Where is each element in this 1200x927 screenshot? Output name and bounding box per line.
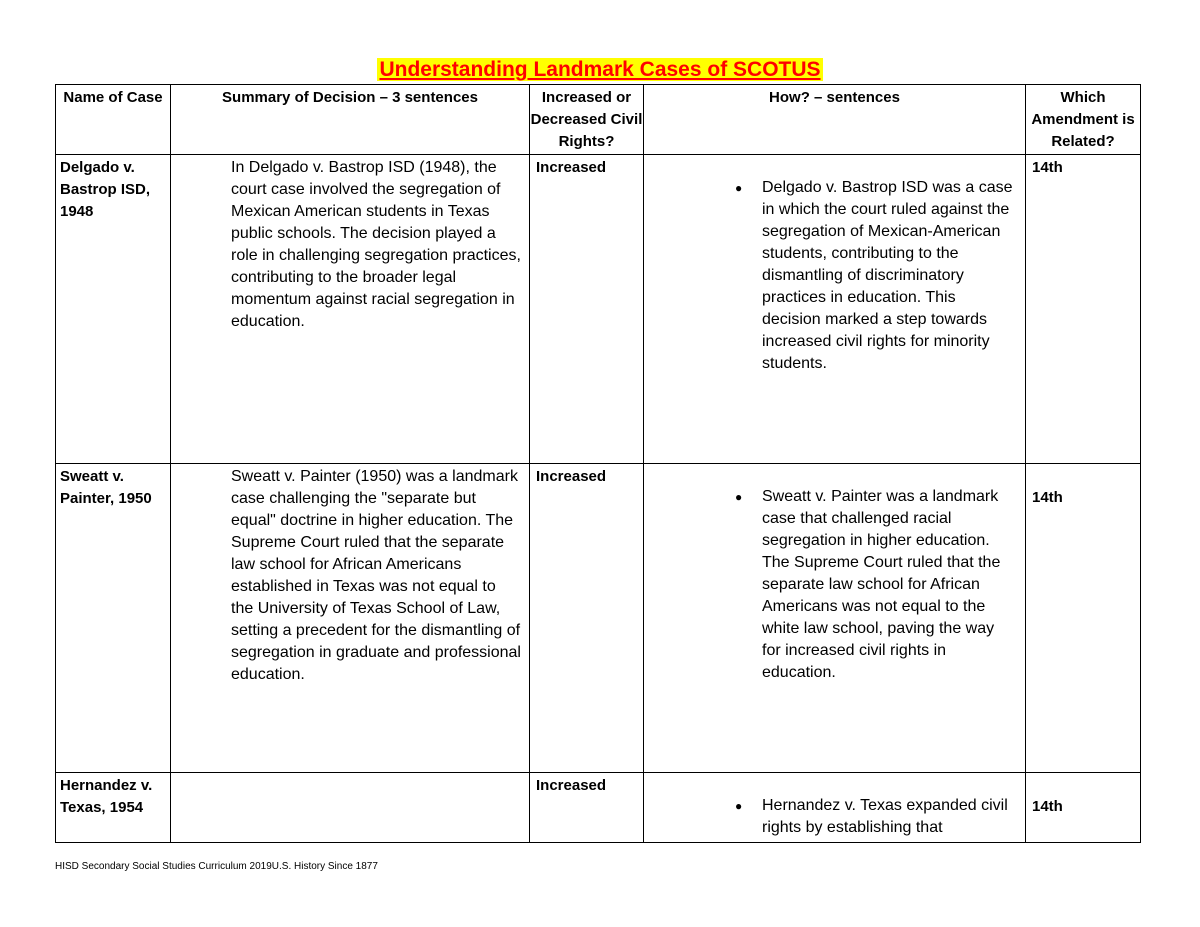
page-title bbox=[0, 58, 1200, 82]
table-row bbox=[56, 464, 1141, 773]
bullet-icon: ● bbox=[735, 181, 743, 195]
page-title-text: Understanding Landmark Cases of SCOTUS bbox=[379, 58, 821, 81]
case-name: Hernandez v. Texas, 1954 bbox=[56, 773, 171, 843]
cases-table bbox=[55, 84, 1141, 843]
table-header-row bbox=[56, 85, 1141, 155]
case-amendment: 14th bbox=[1026, 155, 1141, 464]
case-how bbox=[644, 464, 1026, 773]
case-how bbox=[644, 155, 1026, 464]
case-amendment: 14th bbox=[1026, 773, 1141, 843]
header-effect: Increased or Decreased Civil Rights? bbox=[530, 85, 644, 155]
case-summary: In Delgado v. Bastrop ISD (1948), the court case involved the segregation of Mexican American students in Texas public schools. The decision played a role in challenging segregation practices, contributing to the broader legal momentum against racial segregation in education. bbox=[171, 155, 530, 464]
how-text: Hernandez v. Texas expanded civil rights by establishing that bbox=[762, 797, 1008, 836]
how-text: Delgado v. Bastrop ISD was a case in which the court ruled against the segregation of Mexican-American students, contributing to the dismantling of discriminatory practices in education. This decision marked a step towards increased civil rights for minority students. bbox=[762, 179, 1013, 372]
header-summary: Summary of Decision – 3 sentences bbox=[171, 85, 530, 155]
case-effect: Increased bbox=[530, 155, 644, 464]
case-summary bbox=[171, 773, 530, 843]
how-text: Sweatt v. Painter was a landmark case that challenged racial segregation in higher education. The Supreme Court ruled that the separate law school for African Americans was not equal to the white law school, paving the way for increased civil rights in education. bbox=[762, 488, 1001, 681]
case-summary: Sweatt v. Painter (1950) was a landmark case challenging the "separate but equal" doctrine in higher education. The Supreme Court ruled that the separate law school for African Americans established in Texas was not equal to the University of Texas School of Law, setting a precedent for the dismantling of segregation in graduate and professional education. bbox=[171, 464, 530, 773]
table-row bbox=[56, 773, 1141, 843]
case-effect: Increased bbox=[530, 773, 644, 843]
case-effect: Increased bbox=[530, 464, 644, 773]
bullet-icon: ● bbox=[735, 490, 743, 504]
how-list bbox=[644, 486, 1017, 684]
case-name: Delgado v. Bastrop ISD, 1948 bbox=[56, 155, 171, 464]
case-how bbox=[644, 773, 1026, 843]
how-list-item bbox=[735, 795, 1017, 839]
case-amendment: 14th bbox=[1026, 464, 1141, 773]
how-list bbox=[644, 177, 1017, 375]
header-amendment: Which Amendment is Related? bbox=[1026, 85, 1141, 155]
how-list-item bbox=[735, 486, 1017, 684]
table-row bbox=[56, 155, 1141, 464]
case-name: Sweatt v. Painter, 1950 bbox=[56, 464, 171, 773]
page-footer: HISD Secondary Social Studies Curriculum 2019U.S. History Since 1877 bbox=[55, 861, 378, 872]
header-name: Name of Case bbox=[56, 85, 171, 155]
bullet-icon: ● bbox=[735, 799, 743, 813]
how-list bbox=[644, 795, 1017, 839]
header-how: How? – sentences bbox=[644, 85, 1026, 155]
how-list-item bbox=[735, 177, 1017, 375]
